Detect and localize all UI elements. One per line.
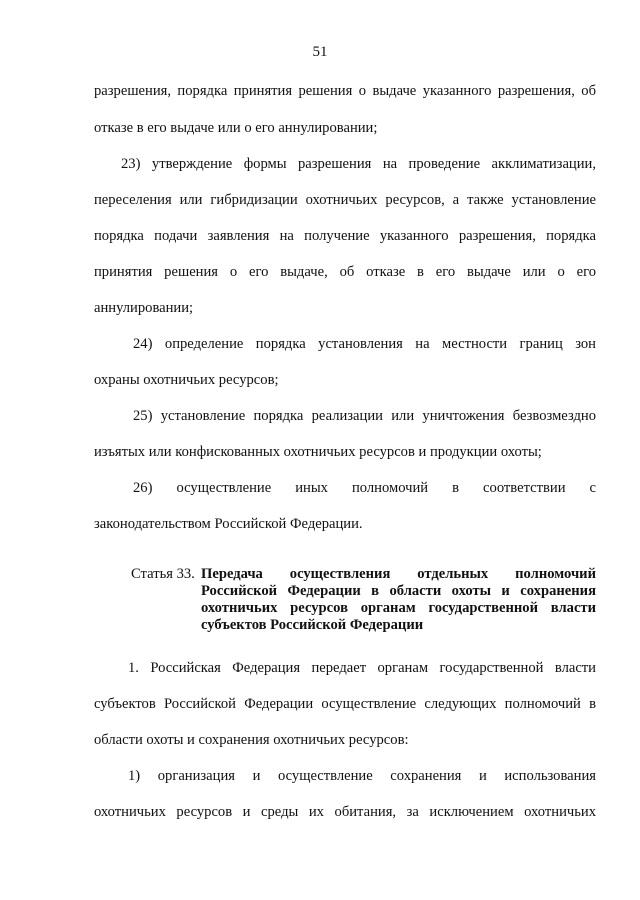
text-line: переселения или гибридизации охотничьих ресурсов, а также установление [94,192,596,208]
text-line: охраны охотничьих ресурсов; [94,372,279,388]
text-line: субъектов Российской Федерации осуществление следующих полномочий в [94,696,596,712]
list-item-24: 24) определение порядка установления на местности границ зон [133,336,596,352]
paragraph-1: 1. Российская Федерация передает органам государственной власти [128,660,596,676]
article-title [201,566,596,634]
article-title-line: охотничьих ресурсов органам государственной власти [201,600,596,616]
text-line: порядка подачи заявления на получение указанного разрешения, порядка [94,228,596,244]
text-line: изъятых или конфискованных охотничьих ресурсов и продукции охоты; [94,444,542,460]
text-line: принятия решения о его выдаче, об отказе в его выдаче или о его [94,264,596,280]
page-number: 51 [312,44,328,60]
article-number: Статья 33. [131,566,195,582]
list-item-23: 23) утверждение формы разрешения на проведение акклиматизации, [121,156,596,172]
list-item-26: 26) осуществление иных полномочий в соответствии с [133,480,596,496]
text-line: области охоты и сохранения охотничьих ресурсов: [94,732,409,748]
text-line: разрешения, порядка принятия решения о выдаче указанного разрешения, об [94,83,596,99]
article-title-line: субъектов Российской Федерации [201,617,424,633]
article-title-line: Передача осуществления отдельных полномочий [201,566,596,582]
article-title-line: Российской Федерации в области охоты и сохранения [201,583,596,599]
text-line: аннулировании; [94,300,194,316]
text-line: охотничьих ресурсов и среды их обитания, за исключением охотничьих [94,804,596,820]
list-item-25: 25) установление порядка реализации или уничтожения безвозмездно [133,408,596,424]
text-line: законодательством Российской Федерации. [94,516,363,532]
text-line: отказе в его выдаче или о его аннулировании; [94,120,378,136]
list-item-1: 1) организация и осуществление сохранения и использования [128,768,596,784]
